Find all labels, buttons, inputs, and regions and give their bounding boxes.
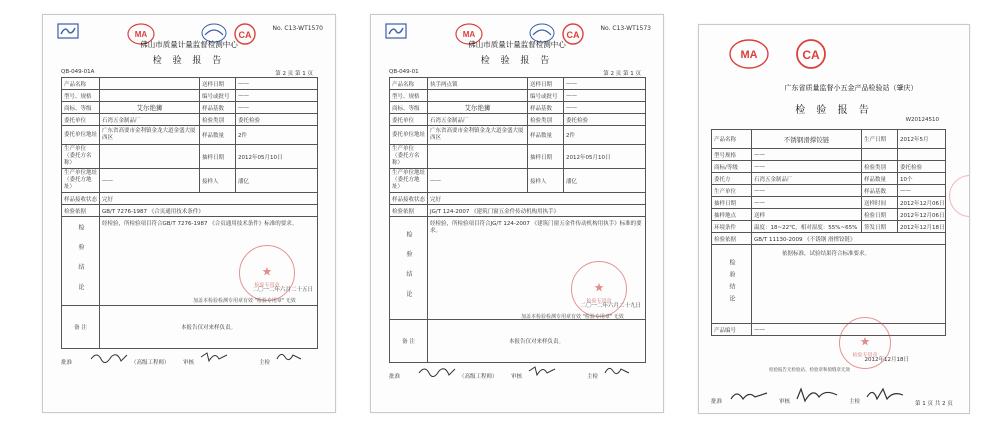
field-label: 编号或批号 [200, 90, 236, 102]
svg-text:CA: CA [802, 48, 820, 62]
field-value: —— [100, 169, 200, 193]
field-label: 生产单位 （委托方名称） [390, 145, 428, 169]
field-label: 委托单位地址 [390, 126, 428, 145]
field-value: 不锈钢滑撑铰链 [752, 130, 862, 149]
field-label: 商标/等级 [712, 161, 752, 173]
field-value [100, 78, 200, 90]
stamp-date: 2012年12月18日 [864, 357, 909, 363]
signature-row [61, 358, 72, 366]
cnas-logo-icon [57, 23, 79, 39]
check-label: 主检 [587, 374, 599, 380]
conclusion-label: 检 验 结 论 [390, 217, 428, 320]
field-label: 商标、等级 [62, 102, 100, 114]
review-label: 审核 [183, 360, 195, 366]
review-label: 审核 [511, 374, 523, 380]
field-label: 检验类别 [528, 114, 564, 126]
field-label: 检验类别 [862, 161, 898, 173]
field-label: 产品名称 [390, 78, 428, 90]
field-value [428, 145, 528, 169]
field-value: —— [236, 90, 318, 102]
report-date: 二〇一二年六月二十九日 [580, 303, 641, 309]
field-label: 样品基数 [862, 185, 898, 197]
field-value: —— [236, 102, 318, 114]
field-value: —— [428, 169, 528, 193]
approver-signature [417, 363, 457, 379]
field-label: 产品编号 [712, 324, 752, 336]
field-value: —— [564, 90, 646, 102]
field-label: 送样日期 [200, 78, 236, 90]
field-value: 2012年05月10日 [236, 145, 318, 169]
field-label: 抽样地点 [712, 209, 752, 221]
field-value: 艾尔绝狮 [100, 102, 200, 114]
field-label: 型号规格 [712, 149, 752, 161]
field-label: 生产单位地址 （委托方地址） [390, 169, 428, 193]
field-value: —— [898, 185, 946, 197]
field-label: 商标、等级 [390, 102, 428, 114]
remark-text: 本报告仅对来样负责。 [428, 320, 646, 363]
field-value [100, 145, 200, 169]
field-value: —— [752, 161, 862, 173]
approver-signature [89, 349, 129, 365]
report-id: QB-049-01A [61, 69, 95, 75]
field-value: 广东省高要市金利镇金龙大道金盛大厦西区 [428, 126, 528, 145]
test-report-document-1 [42, 14, 336, 413]
field-label: 委托方 [712, 173, 752, 185]
report-title: 检 验 报 告 [480, 56, 554, 66]
field-value: —— [752, 324, 946, 336]
page-number: 第 2 页 第 1 页 [603, 71, 641, 77]
field-value: 温度：18~22℃，相对湿度：55%~65% [752, 221, 862, 233]
field-value: 2012年5月 [898, 130, 946, 149]
field-value [428, 90, 528, 102]
cnas-logo-icon [385, 23, 407, 39]
field-value: 2012年05月10日 [564, 145, 646, 169]
field-value: 潘亿 [564, 169, 646, 193]
footer-note: 加盖本检验检测专用章有效 "检验专用章" 无效 [521, 314, 624, 320]
field-label: 样品基数 [528, 102, 564, 114]
field-value [100, 90, 200, 102]
approver-title: （高级工程师） [459, 374, 498, 380]
test-report-document-3 [698, 24, 970, 414]
field-value: 10个 [898, 173, 946, 185]
field-label: 委托单位 [390, 114, 428, 126]
field-label: 接样人 [528, 169, 564, 193]
field-label [862, 149, 898, 161]
field-value: GB/T 11130-2009 《不锈钢 滑撑铰链》 [752, 233, 946, 245]
report-title: 检 验 报 告 [795, 105, 873, 116]
report-form-table [711, 129, 946, 336]
field-label: 样品数量 [200, 126, 236, 145]
field-value: 2件 [564, 126, 646, 145]
approve-label: 批准 [389, 374, 401, 380]
field-label: 委托单位 [62, 114, 100, 126]
field-label: 编号或批号 [528, 90, 564, 102]
field-label: 生产单位 [712, 185, 752, 197]
field-label: 环境条件 [712, 221, 752, 233]
field-value: —— [236, 78, 318, 90]
svg-text:MA: MA [134, 30, 148, 39]
field-label: 检验依据 [62, 205, 100, 217]
field-label: 型号、规格 [390, 90, 428, 102]
inspection-stamp: ★ 检验专用章 [239, 245, 295, 301]
field-value: 执手两点锁 [428, 78, 528, 90]
field-value: 委托检验 [564, 114, 646, 126]
report-number: W20124510 [905, 117, 939, 123]
field-value: 艾尔绝狮 [428, 102, 528, 114]
reviewer-signature [199, 349, 229, 365]
page-number: 第 1 页 共 2 页 [915, 401, 953, 407]
field-value: 石湾五金制品厂 [428, 114, 528, 126]
field-label: 接样人 [200, 169, 236, 193]
field-value: 潘亿 [236, 169, 318, 193]
report-number: No. C13-WT1570 [272, 25, 323, 32]
field-value: 送样 [752, 209, 862, 221]
footer-note: 加盖本检验检测专用章有效 "检验专用章" 无效 [193, 298, 296, 304]
field-value: 石湾五金制品厂 [752, 173, 862, 185]
svg-text:CA: CA [238, 30, 252, 40]
field-label: 抽样日期 [200, 145, 236, 169]
field-label: 样品接收状态 [62, 193, 100, 205]
field-label: 委托单位地址 [62, 126, 100, 145]
inspection-stamp: ★ 检验专用章 [571, 261, 627, 317]
field-value: 完好 [428, 193, 646, 205]
seam-stamp [949, 175, 970, 217]
field-value: —— [752, 185, 862, 197]
review-label: 审核 [779, 399, 791, 405]
field-label: 生产单位 （委托方名称） [62, 145, 100, 169]
report-number: No. C13-WT1573 [600, 25, 651, 32]
field-label: 样品数量 [528, 126, 564, 145]
reviewer-signature [795, 385, 839, 405]
field-label: 产品名称 [712, 130, 752, 149]
field-label: 检验依据 [712, 233, 752, 245]
field-label: 检验类别 [200, 114, 236, 126]
svg-text:MA: MA [740, 49, 758, 61]
approve-label: 批准 [61, 360, 73, 366]
organization-name: 佛山市质量计量监督检测中心 [140, 40, 238, 49]
check-label: 主检 [849, 399, 861, 405]
field-value: —— [752, 149, 862, 161]
report-form-table [389, 77, 646, 363]
page-number: 第 2 页 第 1 页 [275, 71, 313, 77]
checker-signature [603, 363, 633, 379]
field-label: 检验依据 [390, 205, 428, 217]
report-date: 二〇一二年六月二十五日 [252, 287, 313, 293]
cma-logo-icon [729, 39, 769, 69]
cal-logo-icon [795, 39, 827, 69]
field-label: 抽样日期 [712, 197, 752, 209]
field-value: 2件 [236, 126, 318, 145]
svg-text:MA: MA [462, 30, 476, 39]
field-value: 2012年12月18日 [898, 221, 946, 233]
field-value: JG/T 124-2007 《建筑门窗五金件传动机构用执手》 [428, 205, 646, 217]
field-value: 广东省高要市金利镇金龙大道金盛大厦西区 [100, 126, 200, 145]
checker-signature [865, 385, 905, 405]
field-label: 生产日期 [862, 130, 898, 149]
field-label: 样品数量 [862, 173, 898, 185]
field-label: 送样日期 [528, 78, 564, 90]
star-icon: ★ [593, 280, 605, 295]
field-value [898, 149, 946, 161]
field-label: 送样时间 [862, 197, 898, 209]
organization-name: 广东省质量监督小五金产品检验站（肇庆） [784, 84, 918, 92]
field-value: —— [564, 102, 646, 114]
field-label: 样品接收状态 [390, 193, 428, 205]
svg-text:CA: CA [566, 30, 580, 40]
field-label: 抽样日期 [528, 145, 564, 169]
field-value: 2012年12月06日 [898, 197, 946, 209]
field-label: 检验日期 [862, 209, 898, 221]
checker-signature [275, 349, 305, 365]
remark-label: 备 注 [62, 306, 100, 349]
approver-title: （高级工程师） [131, 360, 170, 366]
test-report-document-2 [370, 14, 664, 413]
field-label: 样品基数 [200, 102, 236, 114]
field-value: GB/T 7276-1987 《合页通用技术条件》 [100, 205, 318, 217]
approver-signature [729, 387, 769, 405]
organization-name: 佛山市质量计量监督检测中心 [468, 40, 566, 49]
remark-label: 备 注 [390, 320, 428, 363]
star-icon: ★ [859, 334, 871, 349]
field-label: 生产单位地址 （委托方地址） [62, 169, 100, 193]
conclusion-text: 经检验，所检验项目符合GB/T 7276-1987 《合页通用技术条件》标准的要求。 [100, 217, 318, 306]
conclusion-label: 检验结论 [712, 245, 752, 324]
remark-text: 本报告仅对来样负责。 [100, 306, 318, 349]
report-id: QB-049-01 [389, 69, 419, 75]
conclusion-text: 依据标准，试验结果符合标准要求。 [752, 245, 946, 324]
report-form-table [61, 77, 318, 349]
field-value: 2012年12月06日 [898, 209, 946, 221]
conclusion-label: 检 验 结 论 [62, 217, 100, 306]
conclusion-text: 经检验，所检验项目符合JG/T 124-2007 《建筑门窗五金件传动机构用执手》标准的要求。 [428, 217, 646, 320]
field-value: 委托检验 [236, 114, 318, 126]
field-value: —— [564, 78, 646, 90]
field-value: 委托检验 [898, 161, 946, 173]
approve-label: 批准 [711, 399, 723, 405]
field-label: 产品名称 [62, 78, 100, 90]
field-value: 石湾五金制品厂 [100, 114, 200, 126]
footer-note: 检验报告无检验站、检验章和骑缝章无效 [769, 368, 850, 373]
field-label: 型号、规格 [62, 90, 100, 102]
field-value: —— [752, 197, 862, 209]
reviewer-signature [527, 363, 557, 379]
field-label: 签发日期 [862, 221, 898, 233]
star-icon: ★ [261, 264, 273, 279]
check-label: 主检 [259, 360, 271, 366]
inspection-stamp: ★ 检验专用章 [839, 317, 891, 369]
report-title: 检 验 报 告 [152, 56, 226, 66]
field-value: 完好 [100, 193, 318, 205]
